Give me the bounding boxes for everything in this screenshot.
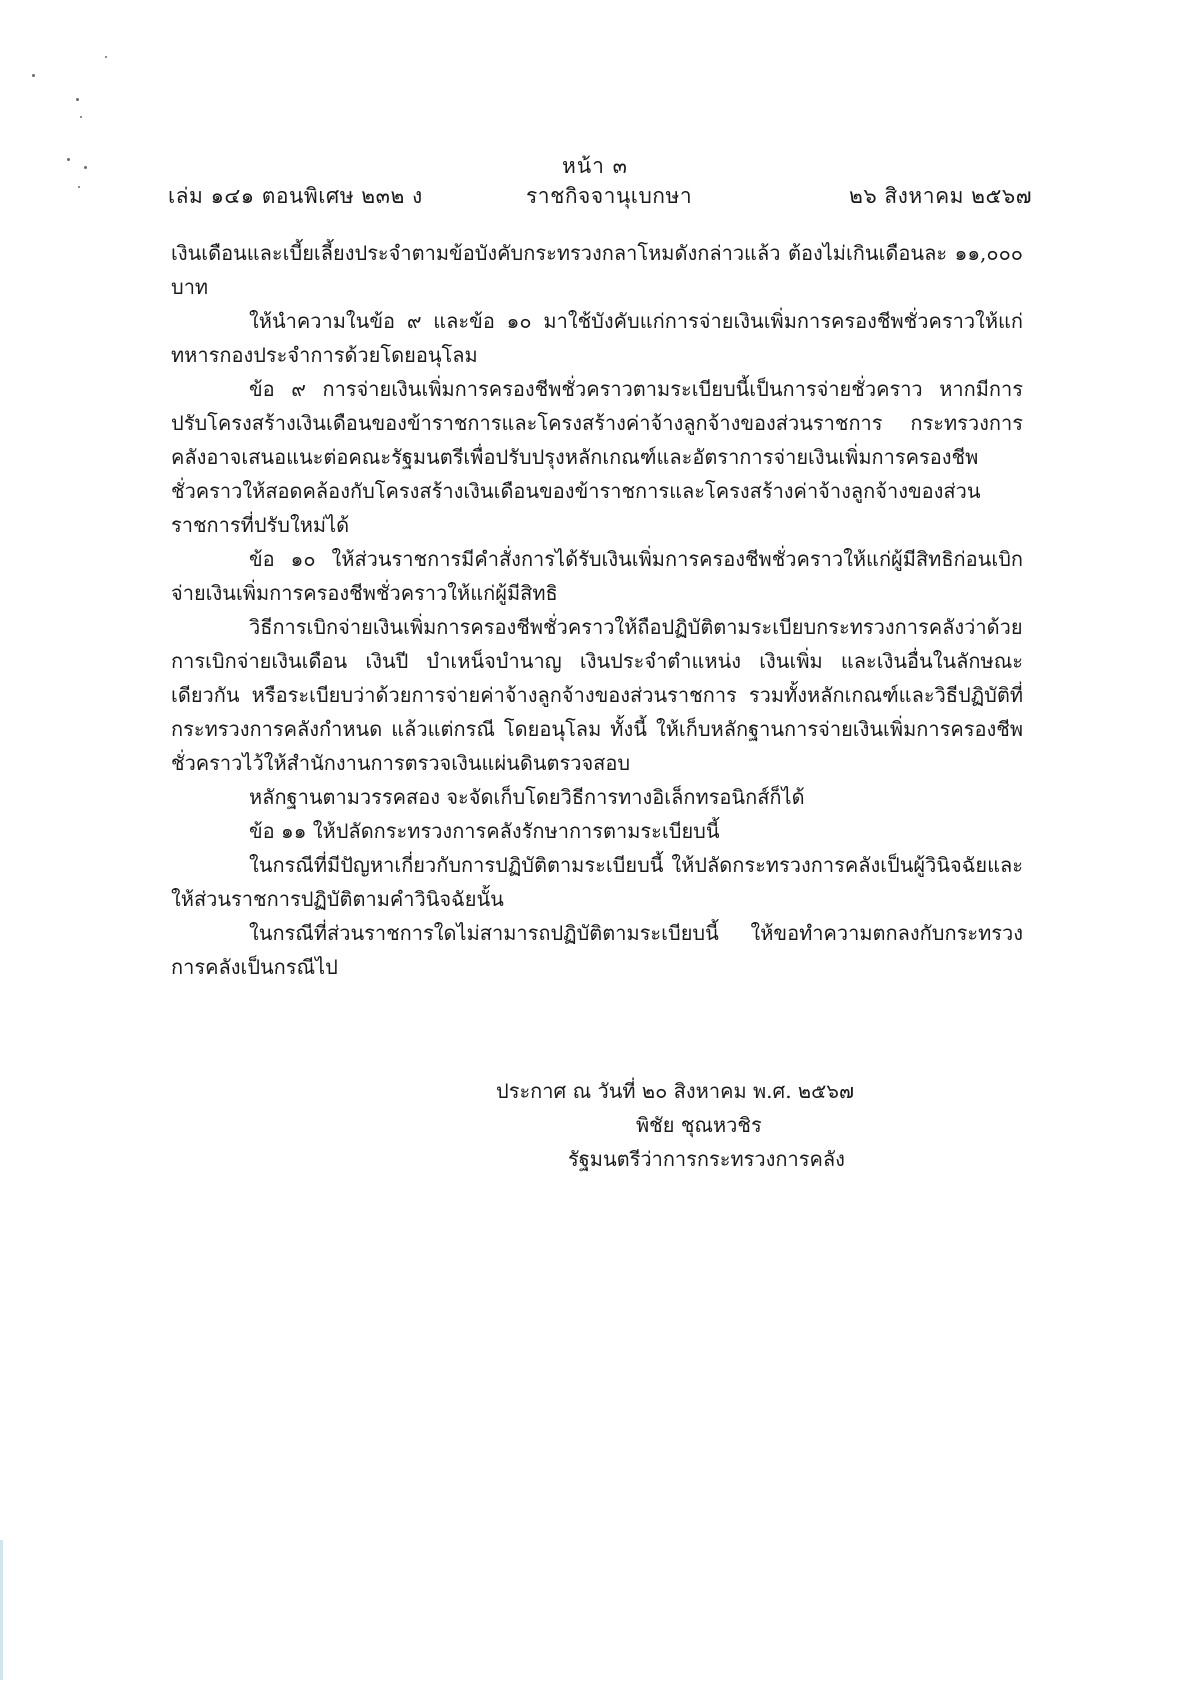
signatory-name: พิชัย ชุณหวชิร (636, 1113, 762, 1137)
paragraph-clause-11: ข้อ ๑๑ ให้ปลัดกระทรวงการคลังรักษาการตามระเบียบนี้ (249, 819, 720, 843)
scan-edge-mark (0, 1540, 3, 1680)
paragraph-clause-9: ข้อ ๙ การจ่ายเงินเพิ่มการครองชีพชั่วคราวตามระเบียบนี้เป็นการจ่ายชั่วคราว หากมีการปรับโครงสร้างเงินเดือนของข้าราชการและโครงสร้างค่าจ้างลูกจ้างของส่วนราชการ กระทรวงการคลังอาจเสนอแนะต่อคณะรัฐมนตรีเพื่อปรับปรุงหลักเกณฑ์และอัตราการจ่ายเงินเพิ่มการครองชีพชั่วคราวให้สอดคล้องกับโครงสร้างเงินเดือนของข้าราชการและโครงสร้างค่าจ้างลูกจ้างของส่วนราชการที่ปรับใหม่ได้ (171, 377, 1023, 537)
paragraph-disbursement-method: วิธีการเบิกจ่ายเงินเพิ่มการครองชีพชั่วคราวให้ถือปฏิบัติตามระเบียบกระทรวงการคลังว่าด้วยการเบิกจ่ายเงินเดือน เงินปี บำเหน็จบำนาญ เงินประจำตำแหน่ง เงินเพิ่ม และเงินอื่นในลักษณะเดียวกัน หรือระเบียบว่าด้วยการจ่ายค่าจ้างลูกจ้างของส่วนราชการ รวมทั้งหลักเกณฑ์และวิธีปฏิบัติที่กระทรวงการคลังกำหนด แล้วแต่กรณี โดยอนุโลม ทั้งนี้ ให้เก็บหลักฐานการจ่ายเงินเพิ่มการครองชีพชั่วคราวไว้ให้สำนักงานการตรวจเงินแผ่นดินตรวจสอบ (171, 615, 1023, 775)
page-number: หน้า ๓ (561, 154, 629, 178)
signature-block (496, 1074, 936, 1176)
scan-speck (78, 186, 80, 188)
scan-speck (105, 56, 107, 58)
signatory-title: รัฐมนตรีว่าการกระทรวงการคลัง (568, 1147, 845, 1171)
paragraph-continuation: เงินเดือนและเบี้ยเลี้ยงประจำตามข้อบังคับกระทรวงกลาโหมดังกล่าวแล้ว ต้องไม่เกินเดือนละ ๑๑,๐๐๐ บาท (171, 241, 1023, 299)
scan-speck (80, 116, 82, 118)
publication-name: ราชกิจจานุเบกษา (526, 184, 693, 208)
announcement-date: ประกาศ ณ วันที่ ๒๐ สิงหาคม พ.ศ. ๒๕๖๗ (496, 1079, 854, 1103)
paragraph-conscripts: ให้นำความในข้อ ๙ และข้อ ๑๐ มาใช้บังคับแก่การจ่ายเงินเพิ่มการครองชีพชั่วคราวให้แก่ทหารกองประจำการด้วยโดยอนุโลม (171, 309, 1023, 367)
scan-speck (76, 98, 79, 101)
paragraph-clause-10: ข้อ ๑๐ ให้ส่วนราชการมีคำสั่งการได้รับเงินเพิ่มการครองชีพชั่วคราวให้แก่ผู้มีสิทธิก่อนเบิกจ่ายเงินเพิ่มการครองชีพชั่วคราวให้แก่ผู้มีสิทธิ (171, 547, 1023, 605)
paragraph-exception: ในกรณีที่ส่วนราชการใดไม่สามารถปฏิบัติตามระเบียบนี้ ให้ขอทำความตกลงกับกระทรวงการคลังเป็นกรณีไป (171, 921, 1023, 979)
paragraph-interpretation: ในกรณีที่มีปัญหาเกี่ยวกับการปฏิบัติตามระเบียบนี้ ให้ปลัดกระทรวงการคลังเป็นผู้วินิจฉัยและให้ส่วนราชการปฏิบัติตามคำวินิจฉัยนั้น (171, 853, 1023, 911)
publication-date: ๒๖ สิงหาคม ๒๕๖๗ (849, 184, 1032, 208)
volume-issue: เล่ม ๑๔๑ ตอนพิเศษ ๒๓๒ ง (168, 184, 423, 208)
paragraph-electronic-evidence: หลักฐานตามวรรคสอง จะจัดเก็บโดยวิธีการทางอิเล็กทรอนิกส์ก็ได้ (249, 785, 805, 809)
scan-speck (32, 74, 35, 77)
gazette-header (168, 180, 1032, 214)
document-body (171, 236, 1023, 984)
